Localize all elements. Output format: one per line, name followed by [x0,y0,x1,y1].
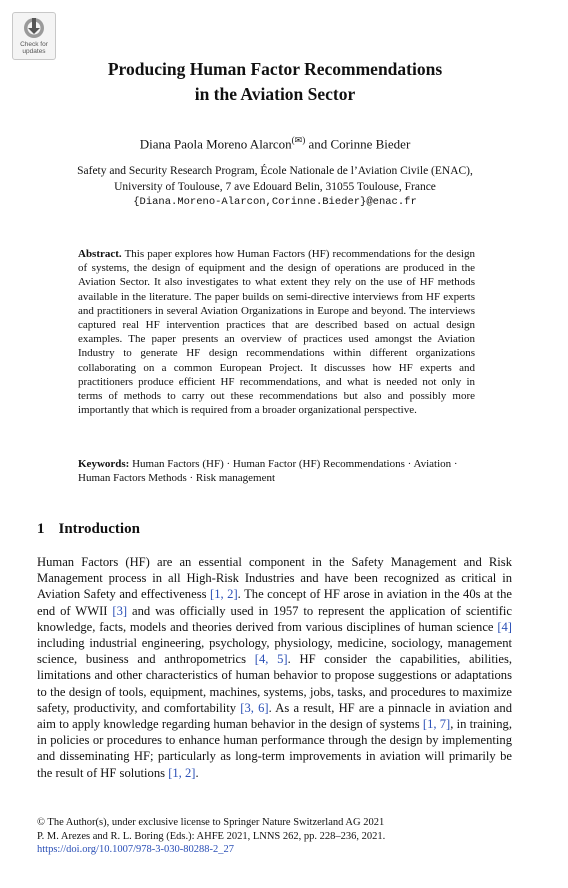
introduction-paragraph [37,554,512,781]
keywords-label: Keywords: [78,458,130,470]
footer [37,816,517,857]
citation-link[interactable]: [1, 2] [210,587,238,602]
intro-text: . [195,765,199,780]
citation-link[interactable]: [4] [497,619,512,634]
author-1: Diana Paola Moreno Alarcon [139,136,292,152]
section-number: 1 [37,521,45,537]
abstract-text: This paper explores how Human Factors (HF) recommendations for the design of systems, the design of equipment and the design of operations are produced in the Aviation Sector. It also investigates to what extent they rely on the use of HF methods available in the literature. The paper builds on semi-directive interviews from HF experts and practitioners in several Aviation Organizations in Europe and beyond. The interviews captured real HF intervention practices that are described based on actual design examples. The paper presents an overview of practices used amongst the Aviation Industry to generate HF design recommendations within different organizations collaborating on a common European Project. It discusses how HF experts and practitioners produce efficient HF recommendations, and what is needed not only in terms of methods to carry out these recommendations but also and possibly more importantly that which is required from a broader organizational perspective. [78,248,475,417]
badge-line1: Check for [20,41,48,48]
affiliation-line2: University of Toulouse, 7 ave Edouard Belin, 31055 Toulouse, France [114,180,436,193]
intro-text: including industrial engineering, psychology, physiology, medicine, sociology, management science, business and anthropometrics [37,636,512,667]
citation-link[interactable]: [3] [112,603,128,618]
keywords [78,457,475,485]
badge-line2: updates [22,48,46,55]
paper-title [60,57,490,107]
author-2: Corinne Bieder [330,136,411,152]
intro-text: . As a result, HF are a pinnacle in aviation and aim to apply knowledge regarding human behavior in the design of systems [37,700,512,732]
title-line2: in the Aviation Sector [194,84,356,104]
corresponding-author-icon[interactable]: (✉) [291,135,306,145]
section-heading [37,521,140,538]
title-line1: Producing Human Factor Recommendations [107,59,443,79]
citation-link[interactable]: [1, 2] [168,765,196,780]
intro-text: , in training, in policies or procedures to enhance human performance through the design by implementing and disseminating HF; particularly as long-term improvements in aviation will primarily be the result of HF solutions [37,717,513,780]
badge-text [13,41,55,55]
affiliation-line1: Safety and Security Research Program, École Nationale de l’Aviation Civile (ENAC), [77,165,473,177]
affiliation [30,164,520,211]
citation-link[interactable]: [3, 6] [240,700,269,715]
publication-info: P. M. Arezes and R. L. Boring (Eds.): AHFE 2021, LNNS 262, pp. 228–236, 2021. [37,830,386,842]
abstract [78,247,475,417]
check-updates-icon [23,17,45,39]
intro-text: Human Factors (HF) are an essential component in the Safety Management and Risk Management process in all High-Risk Industries and have been recognized as critical in Aviation Safety and effectiveness [37,555,512,602]
author-conjunction: and [305,136,331,152]
copyright-line: © The Author(s), under exclusive license to Springer Nature Switzerland AG 2021 [37,817,385,828]
doi-link[interactable]: https://doi.org/10.1007/978-3-030-80288-2_27 [37,844,234,855]
section-title: Introduction [58,521,140,537]
citation-link[interactable]: [4, 5] [254,652,288,667]
author-email[interactable]: {Diana.Moreno-Alarcon,Corinne.Bieder}@enac.fr [133,196,417,208]
keywords-text: Human Factors (HF) · Human Factor (HF) Recommendations · Aviation · Human Factors Methods · Risk management [78,458,458,485]
intro-text: . HF consider the capabilities, abilities, limitations and other characteristics of human behavior to propose suggestions or adaptations to the design of tools, equipment, machines, systems, jobs, tasks, and procedures to maximize safety, productivity, and comfortability [37,652,513,715]
authors [40,135,510,152]
intro-text: and was officially used in 1957 to represent the application of scientific knowledge, facts, models and theories derived from various disciplines of human science [37,603,512,634]
abstract-label: Abstract. [78,248,122,260]
citation-link[interactable]: [1, 7] [422,717,451,732]
intro-text: . The concept of HF arose in aviation in the 40s at the end of WWII [37,587,513,618]
check-for-updates-badge[interactable] [12,12,56,60]
